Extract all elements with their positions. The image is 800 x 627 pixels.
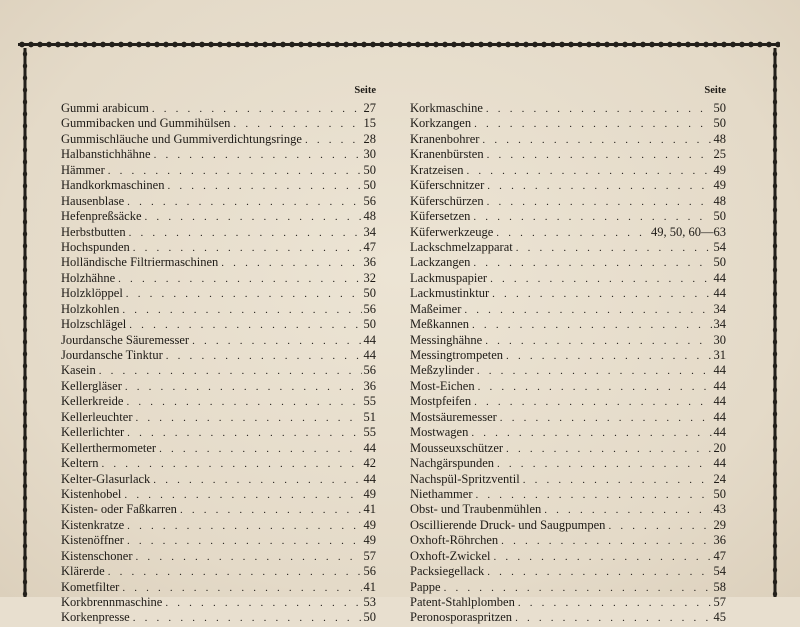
index-entry	[410, 595, 726, 610]
entry-name: Herbstbutten	[61, 224, 126, 239]
index-entry	[61, 240, 376, 255]
entry-page-number: 54	[713, 564, 726, 579]
dot-leader	[478, 380, 712, 395]
dot-leader	[125, 380, 362, 395]
entry-name: Hochspunden	[61, 239, 130, 254]
index-entry	[410, 502, 726, 517]
index-entry	[61, 255, 376, 270]
entry-page-number: 58	[713, 579, 726, 594]
index-entry	[61, 101, 376, 116]
entry-page-number: 44	[713, 363, 726, 378]
entry-page-number: 50	[713, 255, 726, 270]
index-entry	[410, 225, 726, 240]
entry-name: Nachgärspunden	[410, 456, 494, 471]
index-entry	[410, 363, 726, 378]
index-entry	[410, 178, 726, 193]
entry-name: Peronosporaspritzen	[410, 610, 513, 625]
entry-name: Küferwerkzeuge	[410, 224, 494, 239]
dot-leader	[165, 596, 361, 611]
entry-name: Kisten- oder Faßkarren	[61, 502, 177, 517]
dot-leader	[487, 179, 711, 194]
entry-page-number: 50	[363, 610, 376, 625]
index-entry	[410, 286, 726, 301]
dot-leader	[129, 318, 361, 333]
index-entry	[410, 147, 726, 162]
entry-page-number: 44	[713, 425, 726, 440]
index-entry	[61, 163, 376, 178]
dot-leader	[497, 457, 712, 472]
entry-page-number: 44	[713, 456, 726, 471]
entry-name: Handkorkmaschinen	[61, 178, 165, 193]
index-entry	[410, 487, 726, 502]
entry-name: Oxhoft-Zwickel	[410, 548, 491, 563]
entry-name: Mostsäuremesser	[410, 409, 497, 424]
entry-name: Holzschlägel	[61, 317, 127, 332]
entry-page-number: 55	[363, 425, 376, 440]
index-entry	[410, 472, 726, 487]
dot-leader	[118, 272, 361, 287]
index-entry	[61, 379, 376, 394]
index-entry	[410, 379, 726, 394]
entry-name: Küferschnitzer	[410, 178, 485, 193]
entry-page-number: 15	[363, 116, 376, 131]
entry-name: Halbanstichhähne	[61, 147, 151, 162]
entry-page-number: 49	[363, 486, 376, 501]
index-entry	[410, 317, 726, 332]
index-entry	[410, 116, 726, 131]
entry-page-number: 51	[363, 409, 376, 424]
entry-page-number: 44	[363, 471, 376, 486]
index-entry	[410, 394, 726, 409]
entry-name: Mousseuxschützer	[410, 440, 504, 455]
entry-name: Kistenhobel	[61, 486, 122, 501]
index-entry	[410, 441, 726, 456]
index-entry	[410, 271, 726, 286]
entry-name: Messinghähne	[410, 332, 483, 347]
entry-page-number: 27	[363, 101, 376, 115]
ornamental-border-left	[21, 48, 29, 597]
entry-page-number: 36	[363, 255, 376, 270]
dot-leader	[154, 148, 362, 163]
index-entry	[410, 132, 726, 147]
index-entry	[61, 116, 376, 131]
dot-leader	[501, 534, 711, 549]
dot-leader	[129, 226, 362, 241]
entry-page-number: 31	[713, 348, 726, 362]
dot-leader	[192, 334, 361, 349]
entry-page-number: 50	[363, 317, 376, 332]
entry-name: Kelter-Glasurlack	[61, 471, 151, 486]
entry-name: Jourdansche Tinktur	[61, 348, 163, 362]
dot-leader	[496, 226, 649, 241]
index-entry	[410, 549, 726, 564]
entry-name: Maßeimer	[410, 301, 462, 316]
index-entry	[61, 286, 376, 301]
entry-name: Hausenblase	[61, 193, 125, 208]
entry-name: Küfersetzen	[410, 209, 471, 224]
entry-name: Küferschürzen	[410, 193, 484, 208]
dot-leader	[145, 210, 362, 225]
entry-page-number: 44	[713, 286, 726, 301]
dot-leader	[127, 195, 361, 210]
entry-name: Oxhoft-Röhrchen	[410, 533, 499, 548]
index-list	[61, 101, 376, 626]
entry-name: Lackmustinktur	[410, 286, 490, 301]
dot-leader	[487, 195, 712, 210]
dot-leader	[494, 550, 712, 565]
dot-leader	[305, 133, 362, 148]
dot-leader	[515, 611, 711, 626]
entry-page-number: 53	[363, 595, 376, 609]
dot-leader	[108, 565, 362, 580]
entry-page-number: 49	[713, 162, 726, 177]
index-entry	[410, 163, 726, 178]
entry-page-number: 20	[713, 440, 726, 455]
dot-leader	[475, 488, 711, 503]
entry-page-number: 50	[363, 162, 376, 177]
entry-name: Jourdansche Säuremesser	[61, 332, 190, 347]
entry-page-number: 28	[363, 131, 376, 146]
entry-name: Holländische Filtriermaschinen	[61, 255, 219, 270]
page-column-header: Seite	[704, 85, 726, 96]
dot-leader	[544, 503, 711, 518]
dot-leader	[127, 426, 361, 441]
index-entry	[61, 580, 376, 595]
entry-name: Korkmaschine	[410, 101, 483, 115]
entry-page-number: 56	[363, 301, 376, 316]
entry-name: Kellerkreide	[61, 394, 124, 409]
entry-name: Holzklöppel	[61, 286, 123, 301]
index-entry	[61, 441, 376, 456]
entry-page-number: 29	[713, 517, 726, 532]
dot-leader	[487, 565, 711, 580]
index-entry	[61, 132, 376, 147]
index-entry	[410, 255, 726, 270]
index-entry	[61, 178, 376, 193]
index-list	[410, 101, 726, 626]
entry-page-number: 42	[363, 456, 376, 471]
dot-leader	[122, 581, 361, 596]
index-entry	[410, 240, 726, 255]
entry-page-number: 44	[363, 348, 376, 362]
index-entry	[410, 348, 726, 363]
dot-leader	[472, 318, 711, 333]
index-entry	[61, 564, 376, 579]
entry-name: Gummibacken und Gummihülsen	[61, 116, 231, 131]
index-entry	[61, 348, 376, 363]
ornamental-border-top	[18, 40, 780, 49]
index-entry	[61, 610, 376, 625]
entry-page-number: 55	[363, 394, 376, 409]
entry-page-number: 48	[363, 209, 376, 224]
entry-name: Mostpfeifen	[410, 394, 472, 409]
entry-name: Korkenpresse	[61, 610, 130, 625]
entry-page-number: 41	[363, 502, 376, 517]
index-entry	[410, 209, 726, 224]
entry-name: Obst- und Traubenmühlen	[410, 502, 542, 517]
index-entry	[410, 333, 726, 348]
entry-name: Oscillierende Druck- und Saugpumpen	[410, 517, 606, 532]
entry-page-number: 32	[363, 270, 376, 285]
entry-page-number: 50	[713, 209, 726, 224]
dot-leader	[523, 473, 712, 488]
entry-name: Korkzangen	[410, 116, 472, 131]
index-entry	[410, 580, 726, 595]
index-entry	[410, 564, 726, 579]
entry-name: Kistenöffner	[61, 533, 124, 548]
dot-leader	[506, 442, 711, 457]
entry-name: Most-Eichen	[410, 378, 475, 393]
index-entry	[410, 425, 726, 440]
dot-leader	[490, 272, 711, 287]
dot-leader	[127, 534, 362, 549]
entry-name: Niethammer	[410, 486, 473, 501]
entry-name: Hämmer	[61, 162, 105, 177]
dot-leader	[487, 148, 712, 163]
dot-leader	[133, 611, 362, 626]
entry-page-number: 57	[363, 548, 376, 563]
dot-leader	[482, 133, 711, 148]
index-entry	[61, 595, 376, 610]
index-entry	[410, 518, 726, 533]
entry-name: Mostwagen	[410, 425, 469, 440]
dot-leader	[126, 287, 362, 302]
entry-page-number: 44	[713, 409, 726, 424]
dot-leader	[464, 303, 711, 318]
entry-name: Kranenbohrer	[410, 131, 480, 146]
entry-page-number: 50	[363, 178, 376, 193]
entry-page-number: 50	[363, 286, 376, 301]
entry-page-number: 34	[713, 301, 726, 316]
index-column-left	[61, 83, 376, 626]
entry-name: Kistenschoner	[61, 548, 133, 563]
dot-leader	[108, 164, 362, 179]
dot-leader	[122, 303, 361, 318]
index-entry	[61, 472, 376, 487]
entry-page-number: 45	[713, 610, 726, 625]
index-entry	[61, 271, 376, 286]
entry-name: Lackmuspapier	[410, 270, 488, 285]
entry-page-number: 41	[363, 579, 376, 594]
entry-page-number: 44	[713, 378, 726, 393]
dot-leader	[159, 442, 361, 457]
ornamental-border-right	[771, 48, 779, 597]
index-entry	[61, 394, 376, 409]
dot-leader	[166, 349, 362, 364]
entry-name: Messingtrompeten	[410, 348, 504, 362]
index-entry	[410, 456, 726, 471]
index-entry	[61, 147, 376, 162]
dot-leader	[492, 287, 711, 302]
dot-leader	[152, 102, 362, 117]
entry-name: Kasein	[61, 363, 96, 378]
dot-leader	[136, 550, 362, 565]
dot-leader	[485, 334, 711, 349]
entry-name: Kellerlichter	[61, 425, 125, 440]
entry-name: Kellergläser	[61, 378, 122, 393]
entry-page-number: 49	[363, 517, 376, 532]
entry-page-number: 50	[713, 486, 726, 501]
dot-leader	[233, 117, 361, 132]
entry-name: Kellerthermometer	[61, 440, 157, 455]
index-entry	[61, 225, 376, 240]
index-entry	[410, 302, 726, 317]
entry-name: Hefenpreßsäcke	[61, 209, 142, 224]
entry-name: Gummi arabicum	[61, 101, 149, 115]
entry-page-number: 44	[713, 394, 726, 409]
entry-page-number: 50	[713, 116, 726, 131]
dot-leader	[153, 473, 361, 488]
entry-name: Holzkohlen	[61, 301, 120, 316]
entry-page-number: 43	[713, 502, 726, 517]
entry-page-number: 36	[363, 378, 376, 393]
entry-name: Kratzeisen	[410, 162, 464, 177]
index-entry	[410, 533, 726, 548]
dot-leader	[506, 349, 711, 364]
entry-name: Klärerde	[61, 564, 105, 579]
entry-page-number: 34	[363, 224, 376, 239]
index-entry	[410, 610, 726, 625]
dot-leader	[473, 256, 711, 271]
entry-page-number: 49	[363, 533, 376, 548]
index-entry	[61, 456, 376, 471]
index-entry	[61, 333, 376, 348]
dot-leader	[477, 364, 712, 379]
index-entry	[61, 549, 376, 564]
entry-page-number: 24	[713, 471, 726, 486]
entry-page-number: 56	[363, 193, 376, 208]
entry-page-number: 50	[713, 101, 726, 115]
index-entry	[61, 363, 376, 378]
entry-name: Lackschmelzapparat	[410, 239, 513, 254]
entry-page-number: 44	[363, 332, 376, 347]
index-entry	[61, 194, 376, 209]
entry-name: Gummischläuche und Gummiverdichtungsringe	[61, 131, 302, 146]
index-entry	[61, 425, 376, 440]
dot-leader	[474, 117, 711, 132]
dot-leader	[133, 241, 362, 256]
entry-page-number: 48	[713, 131, 726, 146]
entry-page-number: 34	[713, 317, 726, 332]
entry-page-number: 49, 50, 60—63	[651, 224, 726, 239]
entry-name: Packsiegellack	[410, 564, 485, 579]
dot-leader	[221, 256, 361, 271]
dot-leader	[180, 503, 362, 518]
dot-leader	[127, 519, 361, 534]
entry-name: Kranenbürsten	[410, 147, 484, 162]
dot-leader	[167, 179, 361, 194]
dot-leader	[466, 164, 711, 179]
dot-leader	[124, 488, 361, 503]
entry-name: Nachspül-Spritzventil	[410, 471, 520, 486]
dot-leader	[126, 395, 361, 410]
dot-leader	[486, 102, 712, 117]
index-entry	[410, 101, 726, 116]
entry-page-number: 30	[713, 332, 726, 347]
entry-page-number: 25	[713, 147, 726, 162]
dot-leader	[516, 241, 712, 256]
entry-page-number: 44	[713, 270, 726, 285]
index-entry	[61, 317, 376, 332]
entry-page-number: 44	[363, 440, 376, 455]
index-entry	[61, 209, 376, 224]
entry-page-number: 57	[713, 595, 726, 609]
entry-page-number: 30	[363, 147, 376, 162]
page-column-header: Seite	[354, 85, 376, 96]
dot-leader	[518, 596, 712, 611]
entry-page-number: 36	[713, 533, 726, 548]
entry-name: Holzhähne	[61, 270, 116, 285]
entry-page-number: 47	[713, 548, 726, 563]
entry-name: Keltern	[61, 456, 99, 471]
dot-leader	[471, 426, 711, 441]
entry-name: Lackzangen	[410, 255, 471, 270]
index-entry	[410, 194, 726, 209]
index-entry	[61, 518, 376, 533]
index-entry	[410, 410, 726, 425]
entry-name: Meßkannen	[410, 317, 470, 332]
dot-leader	[99, 364, 362, 379]
entry-page-number: 48	[713, 193, 726, 208]
index-entry	[61, 533, 376, 548]
entry-name: Korkbrennmaschine	[61, 595, 163, 609]
entry-name: Meßzylinder	[410, 363, 474, 378]
entry-name: Patent-Stahlplomben	[410, 595, 515, 609]
entry-name: Kistenkratze	[61, 517, 125, 532]
index-column-right	[410, 83, 726, 626]
entry-page-number: 56	[363, 363, 376, 378]
entry-name: Pappe	[410, 579, 441, 594]
dot-leader	[474, 395, 711, 410]
index-entry	[61, 410, 376, 425]
dot-leader	[135, 411, 361, 426]
dot-leader	[608, 519, 711, 534]
entry-page-number: 54	[713, 239, 726, 254]
dot-leader	[500, 411, 712, 426]
index-entry	[61, 502, 376, 517]
entry-page-number: 47	[363, 239, 376, 254]
entry-name: Kometfilter	[61, 579, 120, 594]
index-entry	[61, 302, 376, 317]
entry-page-number: 56	[363, 564, 376, 579]
dot-leader	[444, 581, 712, 596]
dot-leader	[473, 210, 711, 225]
entry-page-number: 49	[713, 178, 726, 193]
dot-leader	[101, 457, 361, 472]
index-entry	[61, 487, 376, 502]
entry-name: Kellerleuchter	[61, 409, 133, 424]
